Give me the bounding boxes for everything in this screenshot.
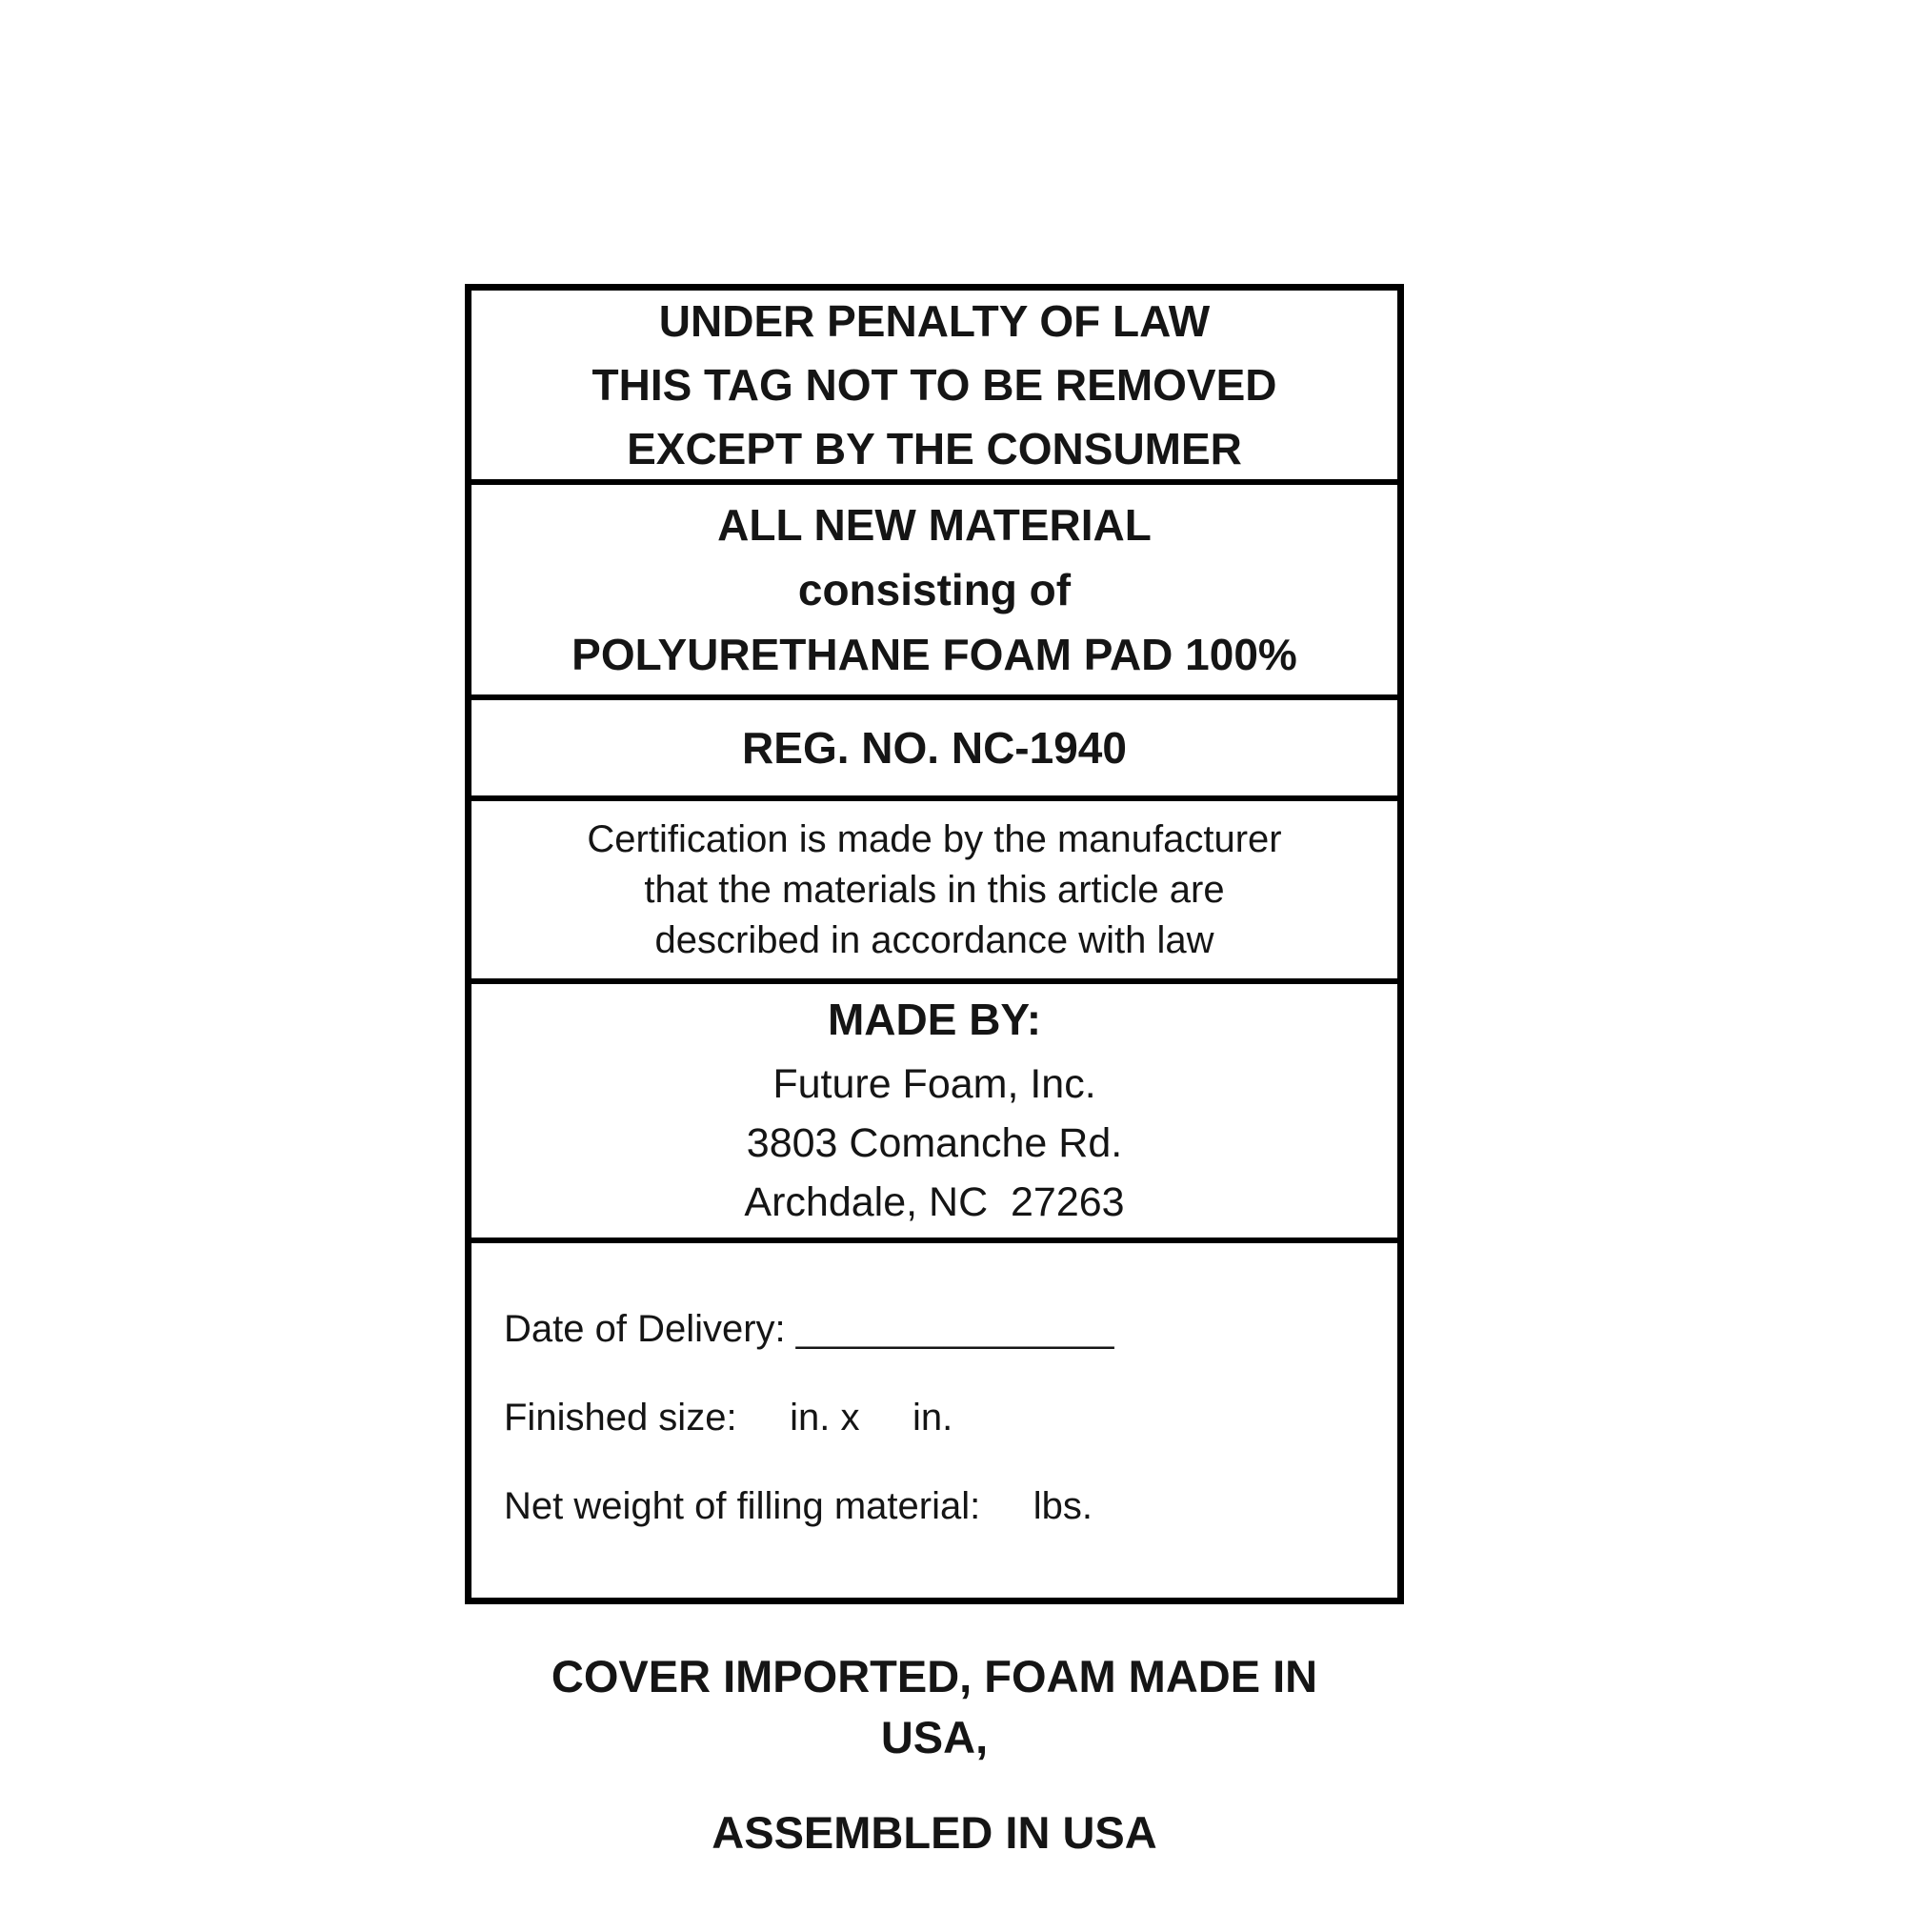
manufacturer-street: 3803 Comanche Rd. <box>746 1120 1123 1166</box>
finished-size-line: Finished size: in. x in. <box>504 1397 953 1439</box>
fill-in-section <box>471 1243 1397 1858</box>
penalty-line-1: UNDER PENALTY OF LAW <box>658 295 1211 346</box>
material-line-1: ALL NEW MATERIAL <box>717 500 1152 550</box>
made-by-section <box>471 984 1397 1243</box>
made-by-heading: MADE BY: <box>827 995 1042 1044</box>
certification-line-2: that the materials in this article are <box>644 868 1225 911</box>
penalty-line-3: EXCEPT BY THE CONSUMER <box>627 423 1242 473</box>
reg-number-section <box>471 700 1397 801</box>
origin-statement <box>504 1612 1397 1898</box>
date-of-delivery-line: Date of Delivery: _______________ <box>504 1308 1114 1350</box>
reg-number: REG. NO. NC-1940 <box>742 723 1127 773</box>
origin-line-1: COVER IMPORTED, FOAM MADE IN USA, <box>551 1651 1331 1762</box>
material-line-2: consisting of <box>797 565 1072 614</box>
certification-line-1: Certification is made by the manufacturer <box>587 817 1282 860</box>
penalty-line-2: THIS TAG NOT TO BE REMOVED <box>592 359 1277 410</box>
certification-section <box>471 801 1397 984</box>
origin-line-2: ASSEMBLED IN USA <box>712 1807 1157 1858</box>
certification-line-3: described in accordance with law <box>654 918 1214 961</box>
manufacturer-city-state-zip: Archdale, NC 27263 <box>744 1179 1125 1225</box>
material-section <box>471 485 1397 700</box>
manufacturer-name: Future Foam, Inc. <box>772 1061 1096 1107</box>
law-label-card <box>465 284 1404 1858</box>
penalty-section <box>471 291 1397 485</box>
net-weight-line: Net weight of filling material: lbs. <box>504 1485 1093 1527</box>
material-line-3: POLYURETHANE FOAM PAD 100% <box>572 630 1297 679</box>
